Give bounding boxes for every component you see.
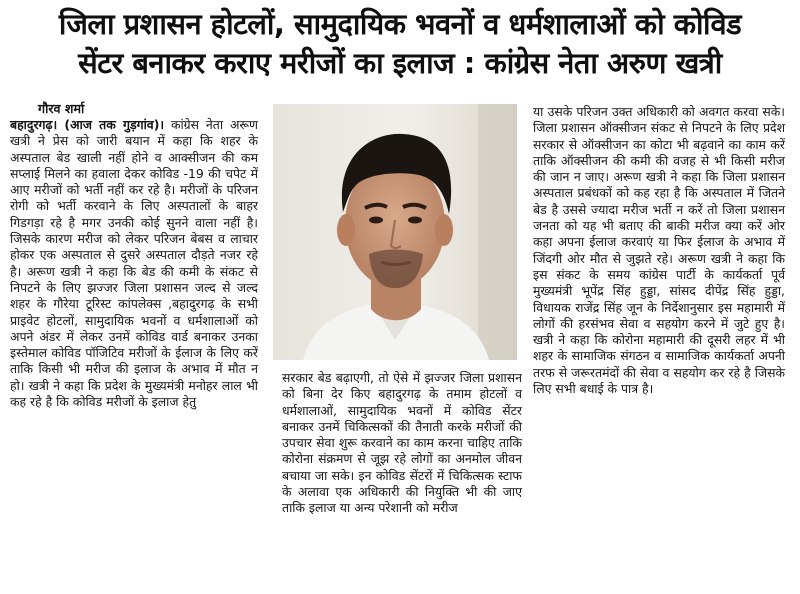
portrait-image	[273, 104, 517, 360]
headline-line-1: जिला प्रशासन होटलों, सामुदायिक भवनों व धर्मशालाओं को कोविड	[58, 7, 742, 41]
dateline: बहादुरगढ़। (आज तक गुड़गांव)।	[10, 117, 165, 132]
column-2-text: सरकार बेड बढ़ाएगी, तो ऐसे में झज्जर जिला प्रशासन को बिना देर किए बहादुरगढ़ के तमाम होटलों व धर्मशालाओं, सामुदायिक भवनों में कोविड सेंटर बनाकर उनमें चिकित्सकों की तैनाती करके मरीजों की उपचार सेवा शुरू करवाने का काम करना चाहिए ताकि कोरोना संक्रमण से जूझ रहे लोगों का अनमोल जीवन बचाया जा सके। इन कोविड सेंटरों में चिकित्सक स्टाफ के अलावा एक अधिकारी की नियुक्ति भी की जाए ताकि इलाज या अन्य परेशानी को मरीज	[282, 370, 522, 516]
article-column-3	[533, 104, 785, 397]
reporter-photo	[273, 104, 517, 360]
article-body-column-1	[10, 117, 258, 410]
byline: गौरव शर्मा	[38, 101, 85, 116]
column-3-text: या उसके परिजन उक्त अधिकारी को अवगत करवा सके। जिला प्रशासन ऑक्सीजन संकट से निपटने के लिए प्रदेश सरकार से ऑक्सीजन का कोटा भी बढ़वाने का काम करें ताकि ऑक्सीजन की कमी की वजह से भी किसी मरीज की जान न जाए। अरूण खत्री ने कहा कि जिला प्रशासन अस्पताल प्रबंधकों को कह रहा है कि अस्पताल में जितने बेड है उससे ज्यादा मरीज भर्ती न करें तो जिला प्रशासन जनता को यह भी बताए की बाकी मरीज क्या करें ओर कहा अपना ईलाज करवाएं या फिर ईलाज के अभाव में जिंदगी ओर मौत से जुझते रहे। अरूण खत्री ने कहा कि इस संकट के समय कांग्रेस पार्टी के कार्यकर्ता पूर्व मुख्यमंत्री भूपेंद्र सिंह हुड्डा, सांसद दीपेंद्र सिंह हुड्डा, विधायक राजेंद्र सिंह जून के निर्देशानुसार इस महामारी में लोगों की हरसंभव सेवा व सहयोग करने में जुटे हुए है। खत्री ने कहा कि कोरोना महामारी की दूसरी लहर में भी शहर के सामाजिक संगठन व सामाजिक कार्यकर्ता अपनी तरफ से जरूरतमंदों की सेवा व सहयोग कर रहे है जिसके लिए सभी बधाई के पात्र है।	[533, 104, 785, 397]
article-column-2	[282, 370, 522, 517]
headline	[6, 4, 794, 82]
headline-line-2: सेंटर बनाकर कराए मरीजों का इलाज : कांग्रेस नेता अरुण खत्री	[78, 46, 722, 80]
article-column-1	[10, 100, 258, 410]
column-1-text: कांग्रेस नेता अरूण खत्री ने प्रेस को जारी बयान में कहा कि शहर के अस्पताल बेड खाली नहीं होने व आक्सीजन की कम सप्लाई मिलने का हवाला देकर कोविड -19 की चपेट में आए मरीजों को भर्ती नहीं कर रहे है। मरीजों के परिजन रोगी को भर्ती करवाने के लिए अस्पतालों के बाहर गिडगड़ा रहे है मगर उनकी कोई सुनने वाला नहीं है। जिसके कारण मरीज को लेकर परिजन बेबस व लाचार होकर एक अस्पताल से दुसरे अस्पताल दौड़ते नजर रहे है। अरूण खत्री ने कहा कि बेड की कमी के संकट से निपटने के लिए झज्जर जिला प्रशासन जल्द से जल्द शहर के गौरेया टूरिस्ट कांपलेक्स ,बहादुरगढ़ के सभी प्राइवेट होटलों, सामुदायिक भवनों व धर्मशालाओं को अपने अंडर में लेकर उनमें कोविड वार्ड बनाकर उनका इस्तेमाल कोविड पॉजिटिव मरीजों के ईलाज के लिए करें ताकि किसी भी मरीज की इलाज के अभाव में मौत न हो। खत्री ने कहा कि प्रदेश के मुख्यमंत्री मनोहर लाल भी कह रहे है कि कोविड मरीजों के इलाज हेतु	[10, 117, 258, 410]
